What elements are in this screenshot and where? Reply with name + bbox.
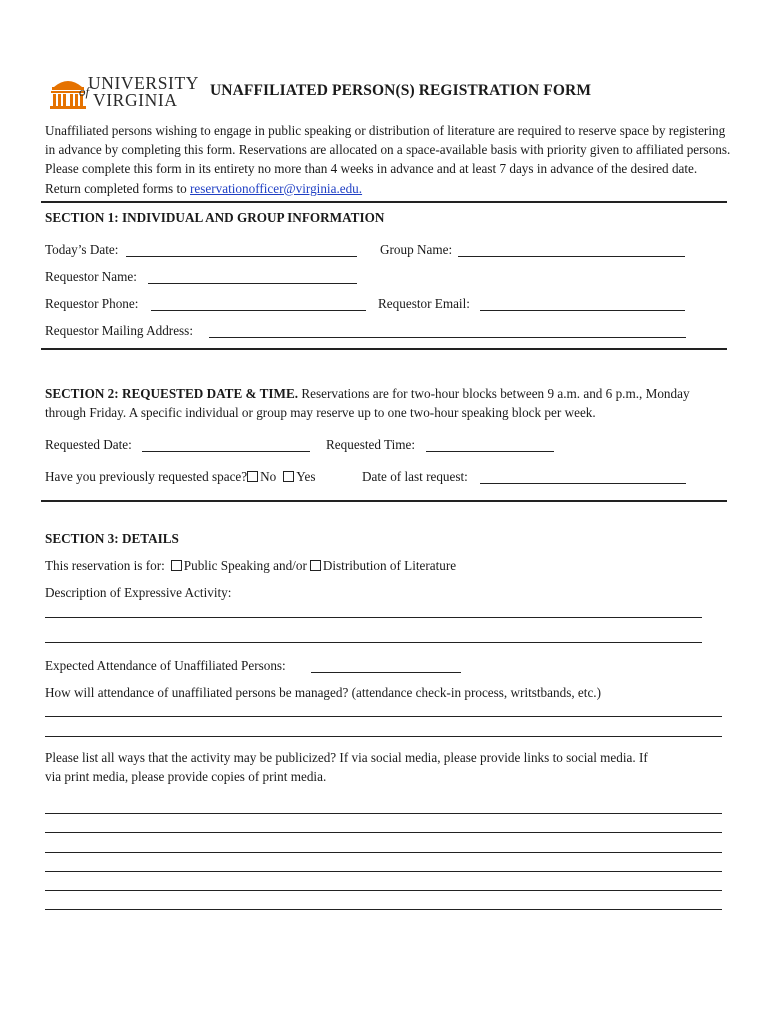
logo-wordmark-of: of [79,84,90,99]
reservation-email-link[interactable]: reservationofficer@virginia.edu. [190,180,363,196]
requestor-name-label: Requestor Name: [45,269,137,284]
intro-text: Unaffiliated persons wishing to engage in public speaking or distribution of literature are required to reserve space by registering in advance by completing this form. Reservations are allocated on a space-available basis with priority given to affiliated persons. Please complete this form in its entirety no more than 4 weeks in advance and at least 7 days in advance of the desired date. Return completed forms to [45,123,731,196]
todays-date-label: Today’s Date: [45,242,119,257]
group-name-label: Group Name: [380,242,453,257]
requestor-email-label: Requestor Email: [378,296,470,311]
section2-heading: SECTION 2: REQUESTED DATE & TIME. [45,386,299,401]
section-divider [41,500,727,502]
publicized-line-6[interactable] [45,909,722,910]
distribution-label: Distribution of Literature [322,558,457,573]
group-name-field[interactable] [458,256,685,257]
attendance-managed-label: How will attendance of unaffiliated persons be managed? (attendance check-in process, writstbands, etc.) [45,685,601,700]
yes-checkbox[interactable] [283,471,294,482]
previously-requested-label: Have you previously requested space? [45,469,248,484]
section3-heading: SECTION 3: DETAILS [45,531,179,546]
reservation-for-label: This reservation is for: [45,558,165,573]
attendance-managed-line-1[interactable] [45,716,722,717]
description-activity-line-2[interactable] [45,642,702,643]
expected-attendance-field[interactable] [311,672,461,673]
section2-description-line1: Reservations are for two-hour blocks between 9 a.m. and 6 p.m., Monday [298,386,690,401]
mailing-address-label: Requestor Mailing Address: [45,323,193,338]
public-speaking-label: Public Speaking and/or [183,558,307,573]
date-last-request-label: Date of last request: [362,469,468,484]
requestor-email-field[interactable] [480,310,685,311]
publicized-line-4[interactable] [45,871,722,872]
publicized-line1: Please list all ways that the activity may be publicized? If via social media, please provide links to social media. If [45,750,648,765]
description-activity-label: Description of Expressive Activity: [45,585,232,600]
attendance-managed-line-2[interactable] [45,736,722,737]
requested-date-label: Requested Date: [45,437,132,452]
yes-label: Yes [296,469,316,484]
mailing-address-field[interactable] [209,337,686,338]
no-checkbox[interactable] [247,471,258,482]
section-divider [41,348,727,350]
section1-heading: SECTION 1: INDIVIDUAL AND GROUP INFORMATION [45,210,385,225]
description-activity-line-1[interactable] [45,617,702,618]
requested-time-field[interactable] [426,451,554,452]
section-divider [41,201,727,203]
intro-paragraph [45,121,735,198]
publicized-line2: via print media, please provide copies of print media. [45,769,327,785]
public-speaking-checkbox[interactable] [171,560,182,571]
todays-date-field[interactable] [126,256,357,257]
reservation-type-row [45,556,456,575]
logo-wordmark-university: UNIVERSITY [88,73,199,93]
form-title: UNAFFILIATED PERSON(S) REGISTRATION FORM [210,82,592,99]
distribution-checkbox[interactable] [310,560,321,571]
publicized-line-1[interactable] [45,813,722,814]
requested-time-label: Requested Time: [326,437,416,452]
publicized-line-5[interactable] [45,890,722,891]
no-label: No [260,469,277,484]
publicized-question [45,748,735,786]
expected-attendance-label: Expected Attendance of Unaffiliated Persons: [45,658,286,673]
section2-description-line2: through Friday. A specific individual or group may reserve up to one two-hour speaking block per week. [45,405,596,421]
requested-date-field[interactable] [142,451,310,452]
requestor-phone-field[interactable] [151,310,366,311]
date-last-request-field[interactable] [480,483,686,484]
section2-intro [45,384,735,422]
requestor-name-field[interactable] [148,283,357,284]
publicized-line-3[interactable] [45,852,722,853]
publicized-line-2[interactable] [45,832,722,833]
requestor-phone-label: Requestor Phone: [45,296,139,311]
logo-wordmark-virginia: VIRGINIA [93,90,178,110]
previous-request-row [45,467,315,486]
